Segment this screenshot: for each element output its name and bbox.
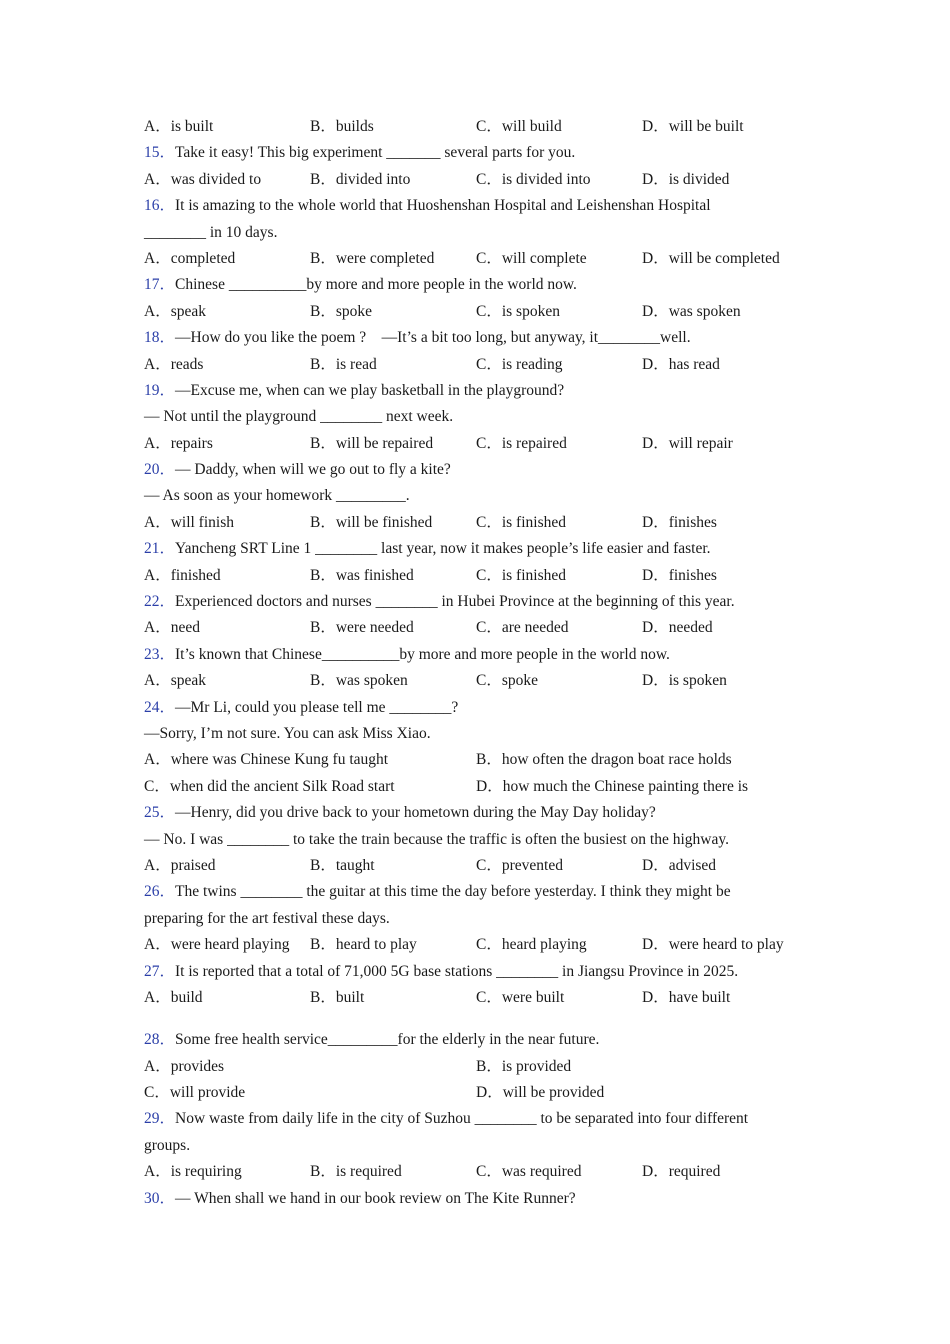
question-number: 25． [144,804,176,822]
answer-option: D．will repair [642,434,733,452]
question-number: 26． [144,883,176,901]
answer-option: B．built [310,988,365,1006]
answer-options [144,510,814,536]
answer-option: C．heard playing [476,936,587,954]
question-stem [144,695,814,721]
question-text: — As soon as your homework _________. [144,487,410,505]
answer-option: D．has read [642,355,720,373]
question-stem [144,272,814,298]
answer-option: D．is spoken [642,672,727,690]
question-number: 28． [144,1031,176,1049]
question-text: — Daddy, when will we go out to fly a kite? [175,461,451,479]
question-stem [144,193,814,219]
question-stem [144,1027,814,1053]
question-number: 23． [144,645,176,663]
answer-option: A．were heard playing [144,936,290,954]
question-item [144,1027,814,1106]
answer-option: B．how often the dragon boat race holds [476,751,732,769]
question-text: Yancheng SRT Line 1 ________ last year, now it makes people’s life easier and faster. [175,540,711,558]
question-stem [144,589,814,615]
answer-option: D．finishes [642,566,717,584]
question-stem [144,879,814,905]
answer-options [144,853,814,879]
question-number: 22． [144,593,176,611]
question-stem [144,1186,814,1212]
answer-option: D．will be provided [476,1084,605,1102]
answer-option: B．were needed [310,619,414,637]
answer-option: C．is finished [476,513,566,531]
answer-option: A．where was Chinese Kung fu taught [144,751,389,769]
answer-option: D．have built [642,988,731,1006]
answer-options [144,615,814,641]
question-item [144,272,814,325]
question-number: 15． [144,144,176,162]
question-number: 24． [144,698,176,716]
answer-options [144,985,814,1011]
answer-option: A．speak [144,302,206,320]
answer-options [144,1054,814,1080]
answer-option: B．will be finished [310,513,433,531]
answer-option: A．finished [144,566,221,584]
question-item [144,536,814,589]
question-stem-continued [144,1133,814,1159]
question-item [144,879,814,958]
question-stem-continued [144,906,814,932]
answer-option: B．was finished [310,566,414,584]
answer-option: C．will build [476,118,562,135]
question-number: 30． [144,1189,176,1207]
answer-option: D．were heard to play [642,936,784,954]
answer-options [144,167,814,193]
answer-option: B．spoke [310,302,373,320]
question-number: 19． [144,381,176,399]
answer-option: A．repairs [144,434,213,452]
question-stem-continued [144,827,814,853]
answer-options [144,747,814,773]
answer-option: C．is finished [476,566,566,584]
question-text: Experienced doctors and nurses ________ in Hubei Province at the beginning of this year. [175,593,735,611]
answer-option: D．will be built [642,118,744,135]
answer-option: B．were completed [310,249,435,267]
answer-option: C．is divided into [476,170,591,188]
answer-options [144,668,814,694]
question-stem [144,642,814,668]
question-stem-continued [144,404,814,430]
answer-option: A．provides [144,1057,225,1075]
answer-option: C．will provide [144,1084,246,1102]
question-stem [144,457,814,483]
question-stem [144,140,814,166]
answer-option: C．is repaired [476,434,567,452]
question-item [144,695,814,801]
answer-options [144,114,814,140]
answer-option: B．divided into [310,170,411,188]
answer-option: C．is spoken [476,302,560,320]
answer-option: B．is required [310,1163,402,1181]
answer-option: D．required [642,1163,721,1181]
question-stem [144,378,814,404]
question-item [144,800,814,879]
answer-option: B．was spoken [310,672,408,690]
question-item [144,642,814,695]
answer-option: A．praised [144,856,216,874]
answer-option: D．needed [642,619,713,637]
answer-option: D．finishes [642,513,717,531]
answer-option: D．will be completed [642,249,780,267]
answer-options [144,246,814,272]
answer-option: A．speak [144,672,206,690]
question-text: It’s known that Chinese__________by more and more people in the world now. [175,645,670,663]
answer-options [144,774,814,800]
question-number: 27． [144,962,176,980]
question-text: —Excuse me, when can we play basketball in the playground? [175,381,565,399]
answer-option: A．is requiring [144,1163,242,1181]
question-text: It is reported that a total of 71,000 5G base stations ________ in Jiangsu Province in 2025. [175,962,739,980]
question-stem [144,800,814,826]
answer-option: A．will finish [144,513,234,531]
question-text: —How do you like the poem ? —It’s a bit too long, but anyway, it________well. [175,329,691,347]
answer-option: A．build [144,988,203,1006]
question-number: 21． [144,540,176,558]
answer-option: B．is provided [476,1057,572,1075]
question-item [144,959,814,1012]
answer-option: B．heard to play [310,936,417,954]
answer-options [144,563,814,589]
answer-option: A．completed [144,249,236,267]
answer-option: C．will complete [476,249,587,267]
question-text: The twins ________ the guitar at this time the day before yesterday. I think they might be [175,883,731,901]
answer-options [144,299,814,325]
question-text: — No. I was ________ to take the train because the traffic is often the busiest on the highway. [144,830,729,848]
question-item [144,1186,814,1212]
question-stem [144,536,814,562]
question-text: Take it easy! This big experiment _______ several parts for you. [175,144,576,162]
answer-option: A．was divided to [144,170,262,188]
question-number: 20． [144,461,176,479]
answer-option: C．were built [476,988,565,1006]
question-text: — Not until the playground ________ next week. [144,408,454,426]
question-stem [144,1106,814,1132]
question-stem-continued [144,721,814,747]
answer-option: A．is built [144,118,214,135]
question-number: 18． [144,329,176,347]
answer-options [144,932,814,958]
answer-option: C．is reading [476,355,563,373]
question-item [144,457,814,536]
question-item [144,589,814,642]
section-gap [144,1011,814,1027]
answer-options [144,352,814,378]
question-text: —Mr Li, could you please tell me ________? [175,698,459,716]
question-text: —Henry, did you drive back to your hometown during the May Day holiday? [175,804,656,822]
answer-options [144,1159,814,1185]
answer-option: A．need [144,619,200,637]
answer-option: B．will be repaired [310,434,434,452]
answer-option: A．reads [144,355,204,373]
answer-option: B．builds [310,118,374,135]
question-item [144,325,814,378]
question-item [144,193,814,272]
answer-option: C．are needed [476,619,569,637]
answer-option: C．prevented [476,856,563,874]
answer-options [144,1080,814,1106]
question-text: It is amazing to the whole world that Huoshenshan Hospital and Leishenshan Hospital [175,197,711,215]
question-stem-continued [144,220,814,246]
question-item [144,1106,814,1185]
question-stem [144,325,814,351]
question-number: 17． [144,276,176,294]
question-text: groups. [144,1136,191,1154]
answer-option: D．how much the Chinese painting there is [476,777,749,795]
answer-option: B．taught [310,856,375,874]
question-stem [144,959,814,985]
question-number: 16． [144,197,176,215]
answer-option: D．is divided [642,170,730,188]
answer-option: B．is read [310,355,377,373]
answer-option: D．advised [642,856,717,874]
answer-option: C．spoke [476,672,539,690]
question-text: preparing for the art festival these days. [144,909,390,927]
question-text: — When shall we hand in our book review on The Kite Runner? [175,1189,576,1207]
question-text: —Sorry, I’m not sure. You can ask Miss Xiao. [144,724,431,742]
question-item [144,114,814,140]
answer-option: C．when did the ancient Silk Road start [144,777,395,795]
question-number: 29． [144,1110,176,1128]
question-item [144,140,814,193]
answer-option: C．was required [476,1163,582,1181]
question-text: Some free health service_________for the elderly in the near future. [175,1031,600,1049]
question-item [144,378,814,457]
answer-options [144,431,814,457]
answer-option: D．was spoken [642,302,741,320]
question-text: ________ in 10 days. [144,223,278,241]
question-page [144,114,814,1212]
question-text: Now waste from daily life in the city of Suzhou ________ to be separated into four different [175,1110,749,1128]
question-stem-continued [144,483,814,509]
question-text: Chinese __________by more and more people in the world now. [175,276,577,294]
